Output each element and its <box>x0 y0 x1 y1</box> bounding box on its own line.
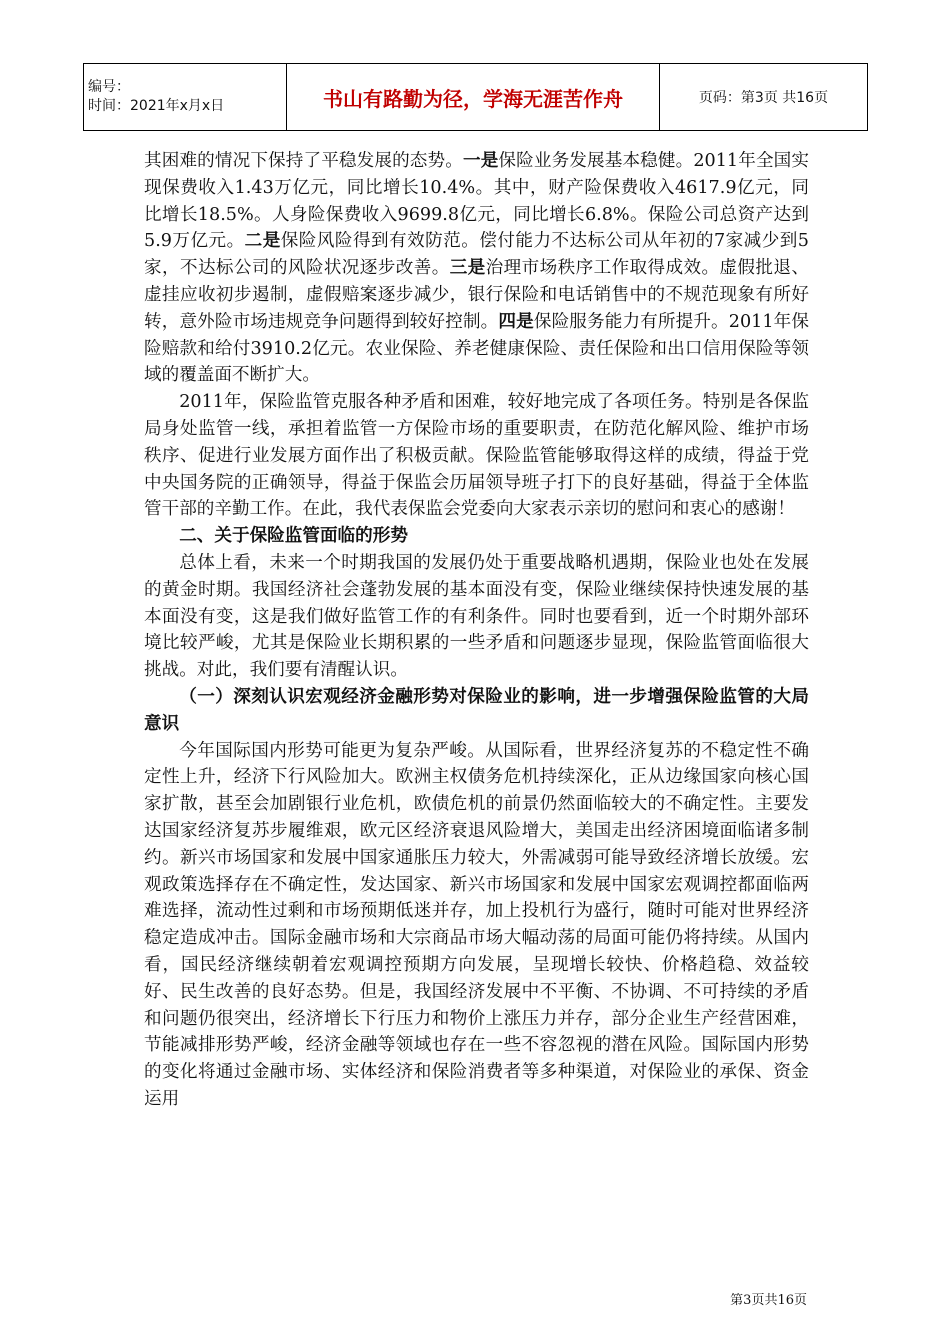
point-three-marker: 三是 <box>449 257 486 279</box>
page-footer: 第3页共16页 <box>730 1293 807 1308</box>
section-heading-2: 二、关于保险监管面临的形势 <box>179 525 408 547</box>
document-body <box>144 148 809 1113</box>
point-one-marker: 一是 <box>462 150 499 171</box>
page-number-cell <box>660 64 868 131</box>
subsection-heading-1: （一）深刻认识宏观经济金融形势对保险业的影响，进一步增强保险监管的大局意识 <box>144 685 809 734</box>
point-four-marker: 四是 <box>498 310 534 332</box>
paragraph-achievements: 其困难的情况下保持了平稳发展的态势。一是保险业务发展基本稳健。2011年全国实现保费收入1.43万亿元，同比增长10.4%。其中，财产险保费收入4617.9亿元，同比增长18.5%。人身险保费收入9699.8亿元，同比增长6.8%。保险公司总资产达到5.9万亿元。二是保险风险得到有效防范。偿付能力不达标公司从年初的7家减少到5家，不达标公司的风险状况逐步改善。三是治理市场秩序工作取得成效。虚假批退、虚挂应收初步遏制，虚假赔案逐步减少，银行保险和电话销售中的不规范现象有所好转，意外险市场违规竞争问题得到较好控制。四是保险服务能力有所提升。2011年保险赔款和给付3910.2亿元。农业保险、养老健康保险、责任保险和出口信用保险等领域的覆盖面不断扩大。 <box>144 150 809 386</box>
paragraph-thanks: 2011年，保险监管克服各种矛盾和困难，较好地完成了各项任务。特别是各保监局身处监管一线，承担着监管一方保险市场的重要职责，在防范化解风险、维护市场秩序、促进行业发展方面作出了积极贡献。保险监管能够取得这样的成绩，得益于党中央国务院的正确领导，得益于保监会历届领导班子打下的良好基础，得益于全体监管干部的辛勤工作。在此，我代表保监会党委向大家表示亲切的慰问和衷心的感谢！ <box>144 392 809 520</box>
number-label: 编号： <box>88 79 130 95</box>
paragraph-situation: 今年国际国内形势可能更为复杂严峻。从国际看，世界经济复苏的不稳定性不确定性上升，经济下行风险加大。欧洲主权债务危机持续深化，正从边缘国家向核心国家扩散，甚至会加剧银行业危机，欧债危机的前景仍然面临较大的不确定性。主要发达国家经济复苏步履维艰，欧元区经济衰退风险增大，美国走出经济困境面临诸多制约。新兴市场国家和发展中国家通胀压力较大，外需减弱可能导致经济增长放缓。宏观政策选择存在不确定性，发达国家、新兴市场国家和发展中国家宏观调控都面临两难选择，流动性过剩和市场预期低迷并存，加上投机行为盛行，随时可能对世界经济稳定造成冲击。国际金融市场和大宗商品市场大幅动荡的局面可能仍将持续。从国内看，国民经济继续朝着宏观调控预期方向发展，呈现增长较快、价格趋稳、效益较好、民生改善的良好态势。但是，我国经济发展中不平衡、不协调、不可持续的矛盾和问题仍很突出，经济增长下行压力和物价上涨压力并存，部分企业生产经营困难，节能减排形势严峻，经济金融等领域也存在一些不容忽视的潜在风险。国际国内形势的变化将通过金融市场、实体经济和保险消费者等多种渠道，对保险业的承保、资金运用 <box>144 740 809 1109</box>
point-two-marker: 二是 <box>244 230 281 252</box>
page-label: 页码：第3页 共16页 <box>698 90 829 106</box>
paragraph-overview: 总体上看，未来一个时期我国的发展仍处于重要战略机遇期，保险业也处在发展的黄金时期。我国经济社会蓬勃发展的基本面没有变，保险业继续保持快速发展的基本面没有变，这是我们做好监管工作的有利条件。同时也要看到，近一个时期外部环境比较严峻，尤其是保险业长期积累的一些矛盾和问题逐步显现，保险监管面临很大挑战。对此，我们要有清醒认识。 <box>144 552 809 681</box>
time-label: 时间：2021年x月x日 <box>88 98 225 114</box>
document-header <box>83 63 868 131</box>
motto-cell <box>287 64 660 131</box>
header-meta-cell <box>84 64 287 131</box>
motto-text: 书山有路勤为径，学海无涯苦作舟 <box>323 86 623 111</box>
